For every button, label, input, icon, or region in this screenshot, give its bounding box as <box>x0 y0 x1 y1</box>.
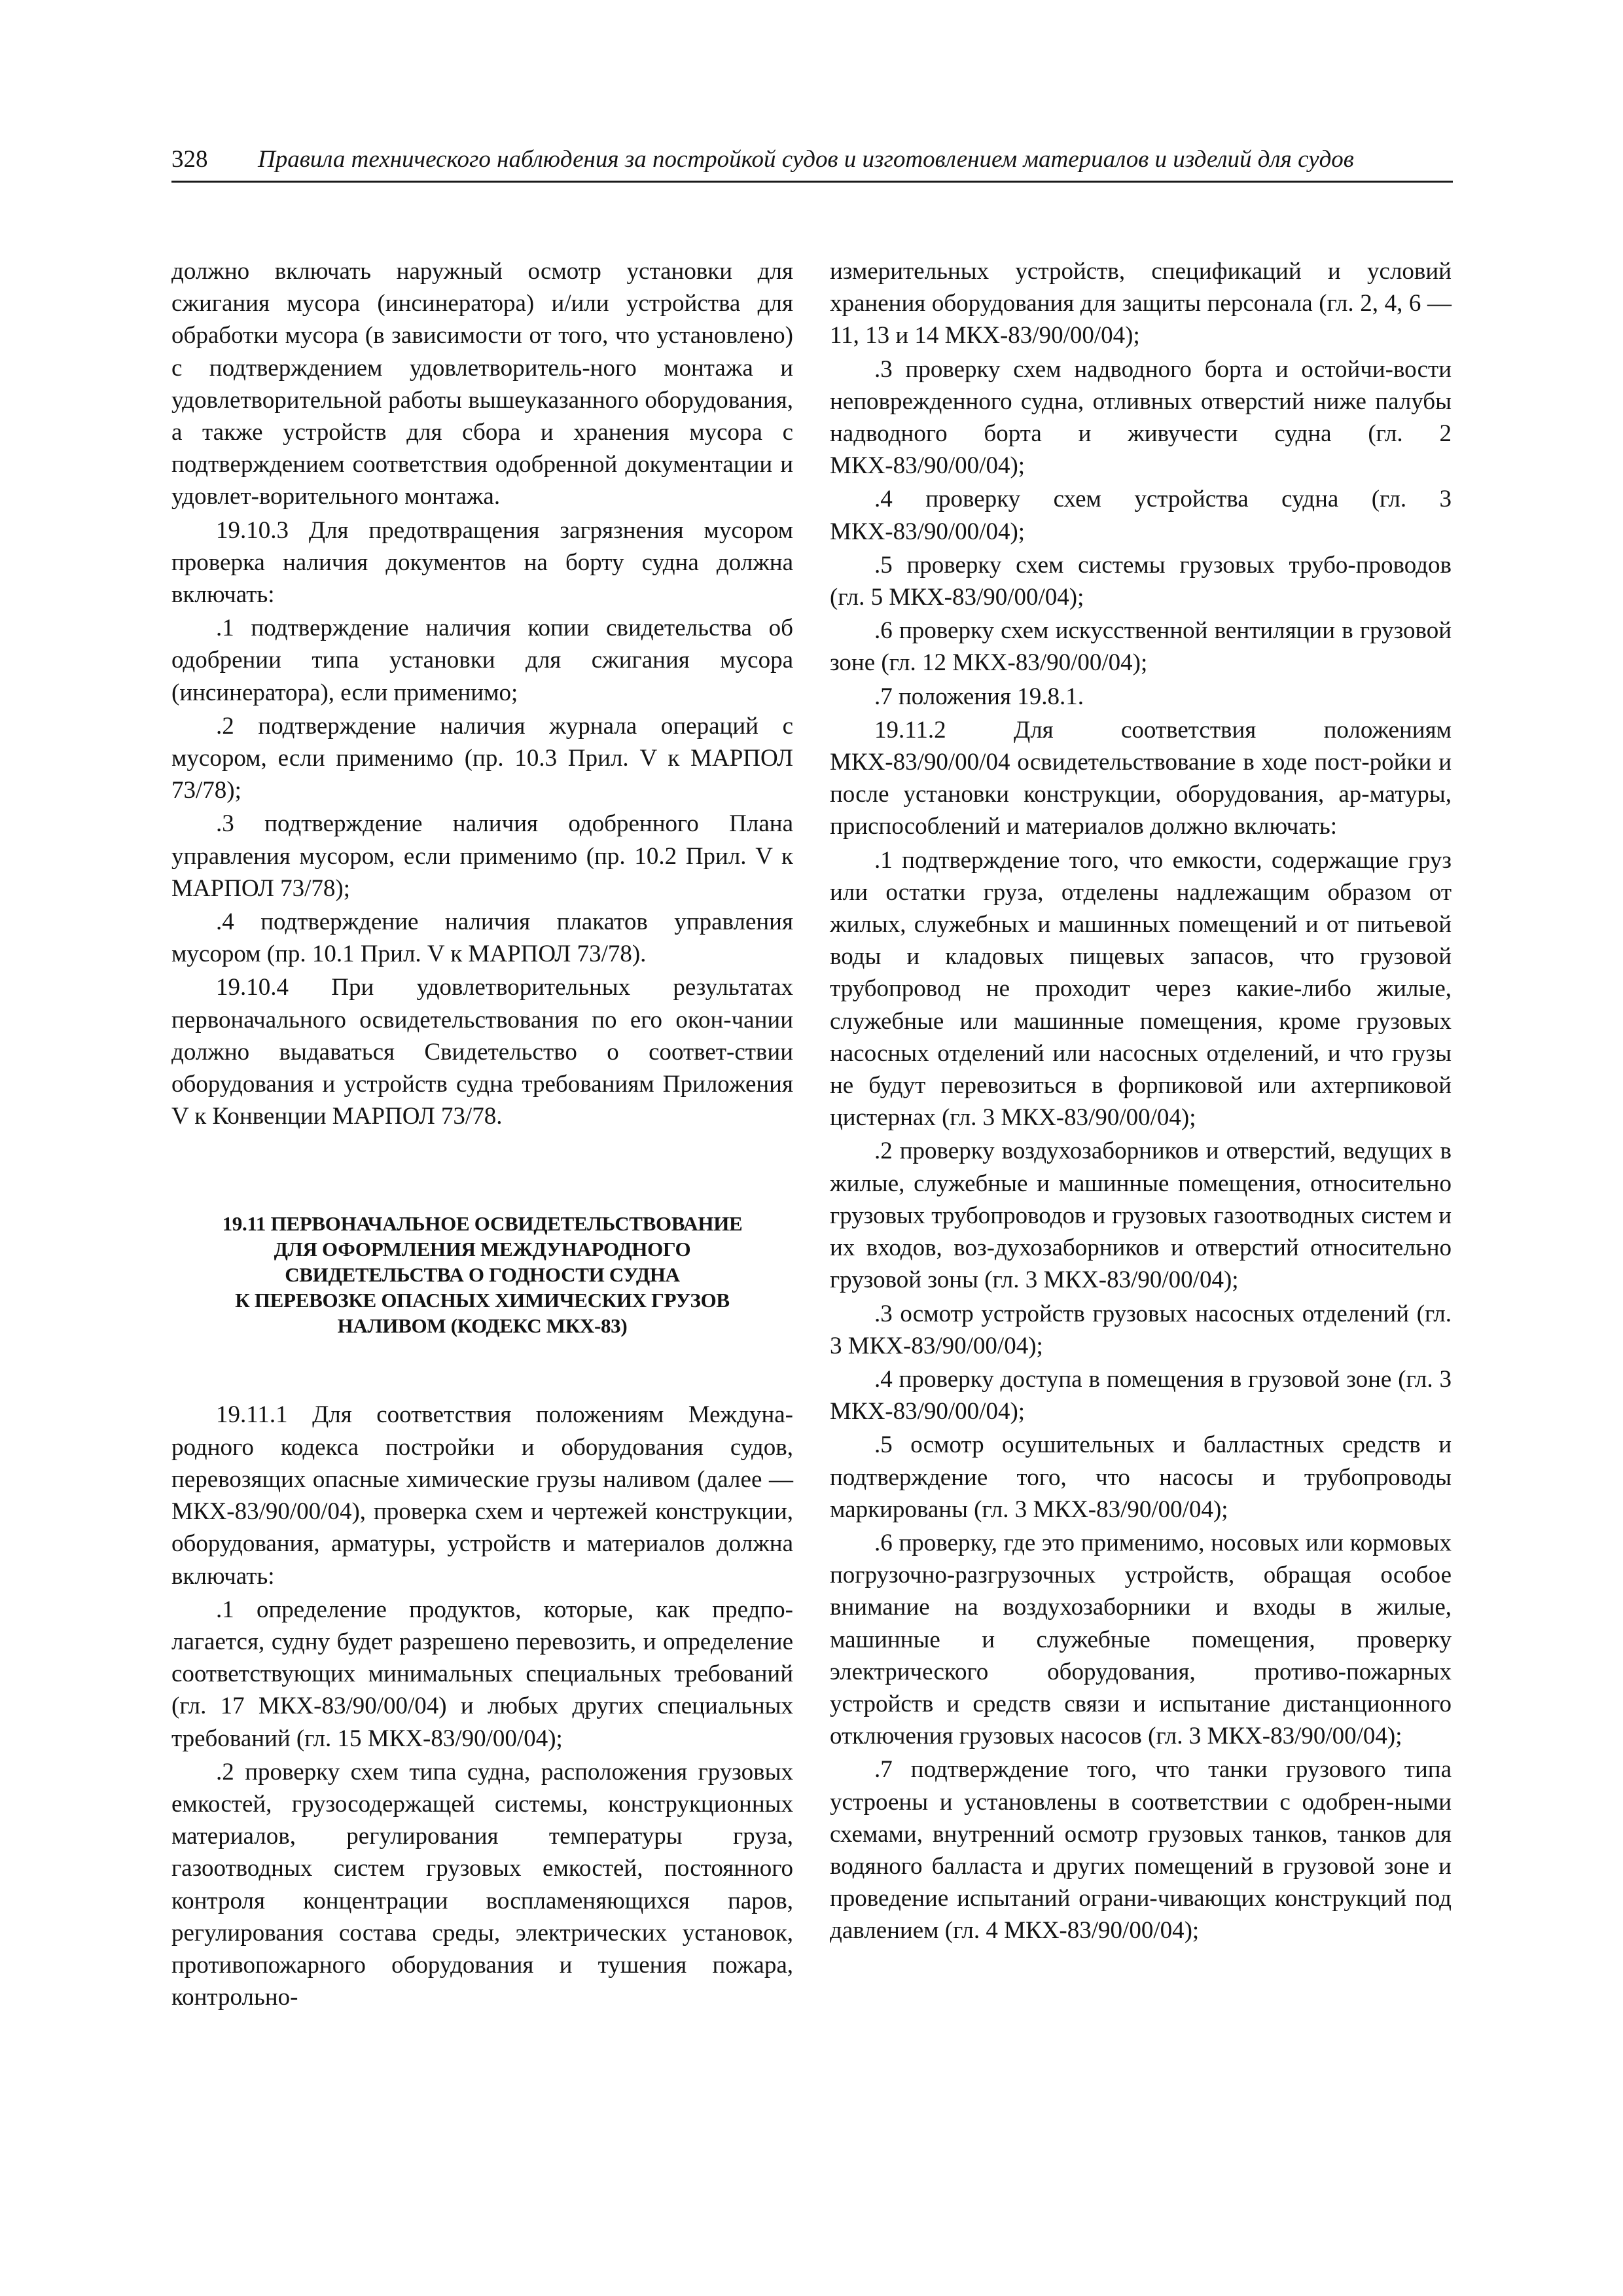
right-column <box>830 255 1452 1948</box>
paragraph: 19.10.4 При удовлетворительных результатах первоначального освидетельствования по его окон-чании должно выдаваться Свидетельство о соответ-ствии оборудования и устройств судна требованиям Приложения V к Конвенции МАРПОЛ 73/78. <box>171 974 793 1130</box>
paragraph: 19.10.3 Для предотвращения загрязнения мусором проверка наличия документов на борту судна должна включать: <box>171 516 793 609</box>
list-item: .2 проверку схем типа судна, расположения грузовых емкостей, грузосодержащей системы, конструкционных материалов, регулирования температуры груза, газоотводных систем грузовых емкостей, постоянного контроля концентрации воспламеняющихся паров, регулирования состава среды, электрических установок, противопожарного оборудования и тушения пожара, контрольно- <box>171 1758 794 2011</box>
page-number: 328 <box>171 146 208 173</box>
list-item: .4 проверку доступа в помещения в грузовой зоне (гл. 3 МКХ-83/90/00/04); <box>830 1365 1452 1426</box>
paragraph: 19.11.1 Для соответствия положениям Междуна-родного кодекса постройки и оборудования судов, перевозящих опасные химические грузы наливом (далее — МКХ-83/90/00/04), проверка схем и чертежей конструкции, оборудования, арматуры, устройств и материалов должна включать: <box>171 1401 793 1590</box>
list-item: .5 осмотр осушительных и балластных средств и подтверждение того, что насосы и трубопроводы маркированы (гл. 3 МКХ-83/90/00/04); <box>830 1431 1452 1523</box>
list-item: .2 проверку воздухозаборников и отверстий, ведущих в жилые, служебные и машинные помещения, относительно грузовых трубопроводов и грузовых газоотводных систем и их входов, воз-духозаборников и отверстий относительно грузовой зоны (гл. 3 МКХ-83/90/00/04); <box>830 1138 1452 1294</box>
list-item: .2 подтверждение наличия журнала операций с мусором, если применимо (пр. 10.3 Прил. V к МАРПОЛ 73/78); <box>171 712 794 804</box>
section-heading: 19.11 ПЕРВОНАЧАЛЬНОЕ ОСВИДЕТЕЛЬСТВОВАНИЕ ДЛЯ ОФОРМЛЕНИЯ МЕЖДУНАРОДНОГО СВИДЕТЕЛЬСТВА О ГОДНОСТИ СУДНА К ПЕРЕВОЗКЕ ОПАСНЫХ ХИМИЧЕСКИХ ГРУЗОВ НАЛИВОМ (КОДЕКС МКХ-83) <box>222 1212 743 1338</box>
list-item: .7 подтверждение того, что танки грузового типа устроены и установлены в соответствии с одобрен-ными схемами, внутренний осмотр грузовых танков, танков для водяного балласта и других помещений в грузовой зоне и проведение испытаний ограни-чивающих конструкций под давлением (гл. 4 МКХ-83/90/00/04); <box>830 1756 1452 1945</box>
list-item: .1 определение продуктов, которые, как предпо-лагается, судну будет разрешено перевозить, и определение соответствующих минимальных специальных требований (гл. 17 МКХ-83/90/00/04) и любых других специальных требований (гл. 15 МКХ-83/90/00/04); <box>171 1596 793 1752</box>
list-item: .5 проверку схем системы грузовых трубо-проводов (гл. 5 МКХ-83/90/00/04); <box>830 551 1452 611</box>
list-item: .4 подтверждение наличия плакатов управления мусором (пр. 10.1 Прил. V к МАРПОЛ 73/78). <box>171 908 794 968</box>
list-item: .3 проверку схем надводного борта и остойчи-вости неповрежденного судна, отливных отверстий ниже палубы надводного борта и живучести судна (гл. 2 МКХ-83/90/00/04); <box>830 355 1452 480</box>
list-item: .6 проверку, где это применимо, носовых или кормовых погрузочно-разгрузочных устройств, обращая особое внимание на воздухозаборники и входы в жилые, машинные и служебные помещения, проверку электрического оборудования, противо-пожарных устройств и средств связи и испытание дистанционного отключения грузовых насосов (гл. 3 МКХ-83/90/00/04); <box>830 1529 1452 1750</box>
paragraph: должно включать наружный осмотр установки для сжигания мусора (инсинератора) и/или устройства для обработки мусора (в зависимости от того, что установлено) с подтверждением удовлетворитель-ного монтажа и удовлетворительной работы вышеуказанного оборудования, а также устройств для сбора и хранения мусора с подтверждением соответствия одобренной документации и удовлет-ворительного монтажа. <box>171 258 793 511</box>
list-item: .6 проверку схем искусственной вентиляции в грузовой зоне (гл. 12 МКХ-83/90/00/04); <box>830 617 1452 677</box>
list-item: .3 подтверждение наличия одобренного Плана управления мусором, если применимо (пр. 10.2 Прил. V к МАРПОЛ 73/78); <box>171 810 793 902</box>
running-title: Правила технического наблюдения за постройкой судов и изготовлением материалов и изделий для судов <box>258 146 1354 173</box>
list-item: .1 подтверждение того, что емкости, содержащие груз или остатки груза, отделены надлежащим образом от жилых, служебных и машинных помещений и от питьевой воды и кладовых пищевых запасов, что грузовой трубопровод не проходит через какие-либо жилые, служебные или машинные помещения, кроме грузовых насосных отделений или насосных отделений, и что грузы не будут перевозиться в форпиковой или ахтерпиковой цистернах (гл. 3 МКХ-83/90/00/04); <box>830 846 1452 1132</box>
paragraph: измерительных устройств, спецификаций и условий хранения оборудования для защиты персонала (гл. 2, 4, 6 — 11, 13 и 14 МКХ-83/90/00/04); <box>830 258 1452 350</box>
page-header <box>171 141 1453 183</box>
list-item: .4 проверку схем устройства судна (гл. 3 МКХ-83/90/00/04); <box>830 486 1452 545</box>
paragraph: 19.11.2 Для соответствия положениям МКХ-83/90/00/04 освидетельствование в ходе пост-ройки и после установки конструкции, оборудования, ар-матуры, приспособлений и материалов должно включать: <box>830 716 1452 840</box>
list-item: .7 положения 19.8.1. <box>874 683 1084 710</box>
list-item: .3 осмотр устройств грузовых насосных отделений (гл. 3 МКХ-83/90/00/04); <box>830 1300 1452 1359</box>
left-column <box>171 255 793 2015</box>
list-item: .1 подтверждение наличия копии свидетельства об одобрении типа установки для сжигания мусора (инсинератора), если применимо; <box>171 615 793 706</box>
